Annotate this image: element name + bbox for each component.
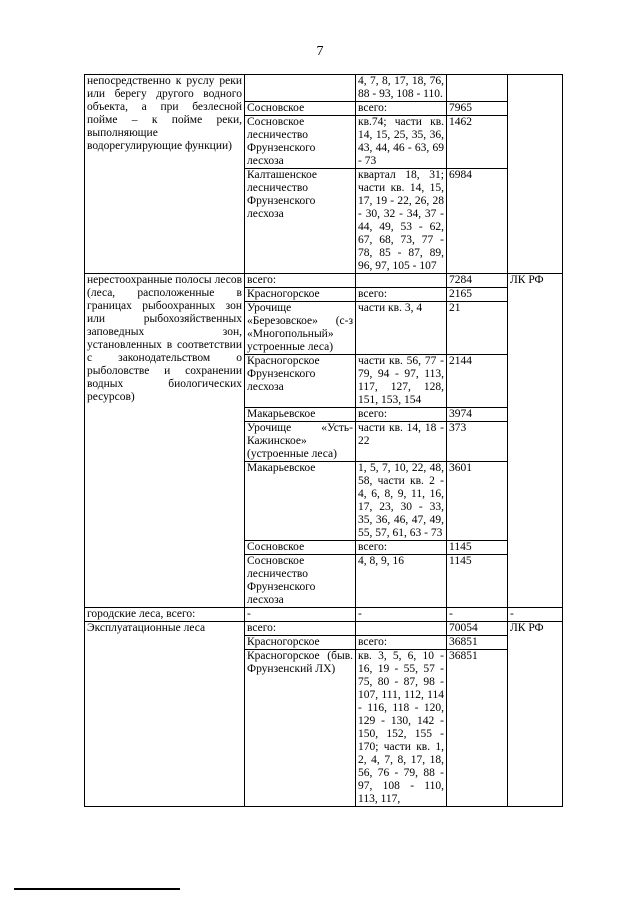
- quarters-cell: [356, 622, 447, 636]
- forestry-cell: Сосновское: [245, 541, 356, 555]
- forestry-cell: Калташенское лесничество Фрунзенского лесхоза: [245, 169, 356, 274]
- basis-cell: -: [508, 608, 563, 622]
- quarters-cell: кв. 3, 5, 6, 10 - 16, 19 - 55, 57 - 75, 80 - 87, 98 - 107, 111, 112, 114 - 116, 118 - 120, 129 - 130, 142 - 150, 152, 155 - 170; части кв. 1, 2, 4, 7, 8, 17, 18, 56, 76 - 79, 88 - 97, 108 - 110, 113, 117,: [356, 650, 447, 807]
- category-cell: городские леса, всего:: [85, 608, 245, 622]
- category-cell: нерестоохранные полосы лесов (леса, расположенные в границах рыбоохранных зон или рыбохозяйственных заповедных зон, установленных в соответствии с законодательством о рыболовстве и сохранении водных биологических ресурсов): [85, 274, 245, 608]
- forestry-cell: Красногорское Фрунзенского лесхоза: [245, 355, 356, 408]
- table-row: [85, 75, 563, 102]
- forestry-cell: Урочище «Усть-Кажинское» (устроенные леса): [245, 422, 356, 462]
- area-cell: 7965: [447, 102, 508, 116]
- basis-cell: ЛК РФ: [508, 622, 563, 807]
- quarters-cell: всего:: [356, 102, 447, 116]
- category-cell: Эксплуатационные леса: [85, 622, 245, 807]
- forest-table: [84, 74, 563, 807]
- table-row: [85, 608, 563, 622]
- quarters-cell: [356, 274, 447, 288]
- area-cell: 2165: [447, 288, 508, 302]
- quarters-cell: всего:: [356, 408, 447, 422]
- forestry-cell: Красногорское: [245, 288, 356, 302]
- quarters-cell: части кв. 14, 18 - 22: [356, 422, 447, 462]
- forestry-cell: Макарьевское: [245, 408, 356, 422]
- table-row: [85, 622, 563, 636]
- area-cell: 21: [447, 302, 508, 355]
- forestry-cell: Урочище «Березовское» (с-з «Многопольный» устроенные леса): [245, 302, 356, 355]
- area-cell: 3601: [447, 462, 508, 541]
- area-cell: 36851: [447, 650, 508, 807]
- forestry-cell: Сосновское лесничество Фрунзенского лесхоза: [245, 116, 356, 169]
- footer-rule: [14, 888, 180, 890]
- area-cell: 3974: [447, 408, 508, 422]
- quarters-cell: квартал 18, 31; части кв. 14, 15, 17, 19 - 22, 26, 28 - 30, 32 - 34, 37 - 44, 49, 53 - 62, 67, 68, 73, 77 - 78, 85 - 87, 89, 96, 97, 105 - 107: [356, 169, 447, 274]
- forestry-cell: всего:: [245, 622, 356, 636]
- forestry-cell: Сосновское: [245, 102, 356, 116]
- forestry-cell: всего:: [245, 274, 356, 288]
- table-row: [85, 274, 563, 288]
- basis-cell: ЛК РФ: [508, 274, 563, 608]
- basis-cell: [508, 75, 563, 274]
- quarters-cell: части кв. 56, 77 - 79, 94 - 97, 113, 117, 127, 128, 151, 153, 154: [356, 355, 447, 408]
- area-cell: 7284: [447, 274, 508, 288]
- area-cell: 2144: [447, 355, 508, 408]
- quarters-cell: -: [356, 608, 447, 622]
- forestry-cell: Красногорское: [245, 636, 356, 650]
- forestry-cell: Красногорское (быв. Фрунзенский ЛХ): [245, 650, 356, 807]
- forestry-cell: Сосновское лесничество Фрунзенского лесхоза: [245, 555, 356, 608]
- area-cell: 1145: [447, 555, 508, 608]
- area-cell: -: [447, 608, 508, 622]
- area-cell: 36851: [447, 636, 508, 650]
- area-cell: 373: [447, 422, 508, 462]
- area-cell: [447, 75, 508, 102]
- quarters-cell: кв.74; части кв. 14, 15, 25, 35, 36, 43, 44, 46 - 63, 69 - 73: [356, 116, 447, 169]
- area-cell: 70054: [447, 622, 508, 636]
- quarters-cell: части кв. 3, 4: [356, 302, 447, 355]
- page-number: 7: [316, 44, 324, 59]
- quarters-cell: 4, 7, 8, 17, 18, 76, 88 - 93, 108 - 110.: [356, 75, 447, 102]
- quarters-cell: 4, 8, 9, 16: [356, 555, 447, 608]
- forestry-cell: -: [245, 608, 356, 622]
- area-cell: 6984: [447, 169, 508, 274]
- quarters-cell: всего:: [356, 541, 447, 555]
- forestry-cell: Макарьевское: [245, 462, 356, 541]
- quarters-cell: всего:: [356, 288, 447, 302]
- quarters-cell: всего:: [356, 636, 447, 650]
- quarters-cell: 1, 5, 7, 10, 22, 48, 58, части кв. 2 - 4, 6, 8, 9, 11, 16, 17, 23, 30 - 33, 35, 36, 46, 47, 49, 55, 57, 61, 63 - 73: [356, 462, 447, 541]
- area-cell: 1462: [447, 116, 508, 169]
- forestry-cell: [245, 75, 356, 102]
- category-cell: непосредственно к руслу реки или берегу другого водного объекта, а при безлесной пойме – к пойме реки, выполняющие водорегулирующие функции): [85, 75, 245, 274]
- area-cell: 1145: [447, 541, 508, 555]
